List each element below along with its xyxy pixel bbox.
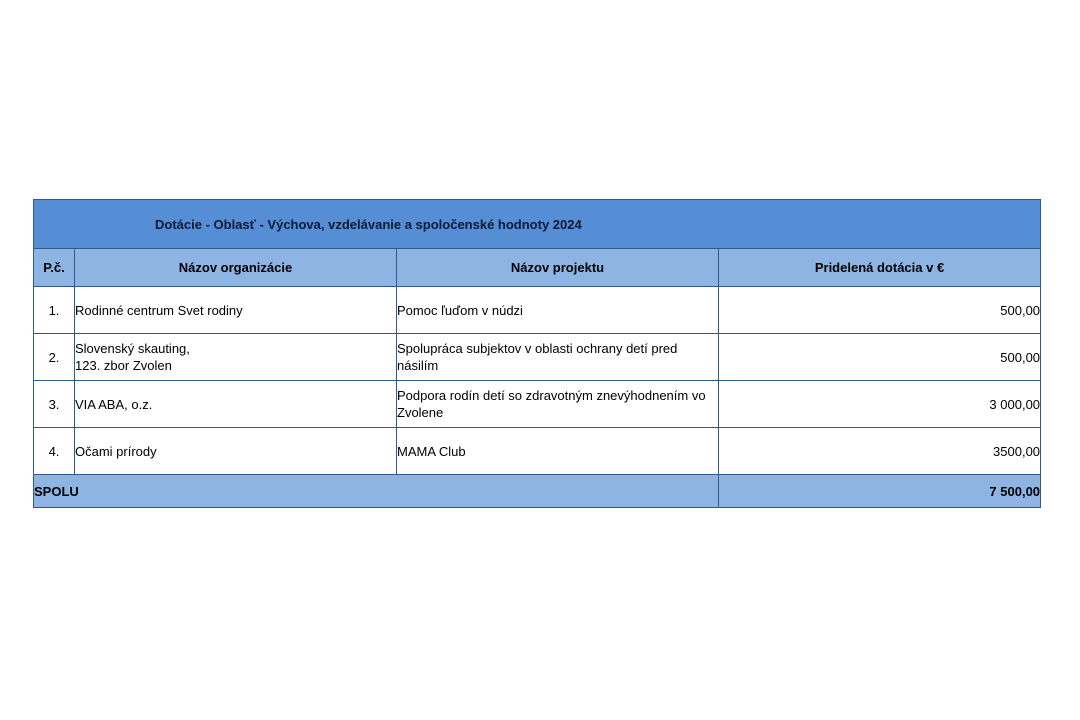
project-line: Zvolene <box>397 405 444 420</box>
header-amount: Pridelená dotácia v € <box>719 249 1041 287</box>
total-amount: 7 500,00 <box>719 475 1041 508</box>
organization-cell <box>75 381 397 428</box>
header-project: Názov projektu <box>397 249 719 287</box>
project-cell <box>397 334 719 381</box>
organization-cell <box>75 334 397 381</box>
amount-cell: 500,00 <box>719 334 1041 381</box>
organization-line: VIA ABA, o.z. <box>75 396 153 412</box>
table-row <box>34 381 1041 428</box>
organization-cell <box>75 428 397 475</box>
project-cell <box>397 428 719 475</box>
organization-line: 123. zbor Zvolen <box>75 358 172 373</box>
row-number: 1. <box>34 287 75 334</box>
project-line: Spolupráca subjektov v oblasti ochrany detí pred násilím <box>397 341 678 373</box>
row-number: 2. <box>34 334 75 381</box>
project-cell <box>397 287 719 334</box>
table-title: Dotácie - Oblasť - Výchova, vzdelávanie a spoločenské hodnoty 2024 <box>34 200 1041 249</box>
project-line: Podpora rodín detí so zdravotným znevýhodnením vo <box>397 388 706 403</box>
title-row <box>34 200 1041 249</box>
total-row <box>34 475 1041 508</box>
table-row <box>34 287 1041 334</box>
organization-cell <box>75 287 397 334</box>
total-label: SPOLU <box>34 475 719 508</box>
organization-line: Slovenský skauting, <box>75 341 190 356</box>
organization-line: Očami prírody <box>75 443 157 459</box>
organization-line: Rodinné centrum Svet rodiny <box>75 302 243 318</box>
project-cell <box>397 381 719 428</box>
header-organization: Názov organizácie <box>75 249 397 287</box>
project-line: Pomoc ľuďom v núdzi <box>397 302 523 318</box>
amount-cell: 3 000,00 <box>719 381 1041 428</box>
project-line: MAMA Club <box>397 443 466 459</box>
row-number: 3. <box>34 381 75 428</box>
header-row <box>34 249 1041 287</box>
table-row <box>34 428 1041 475</box>
amount-cell: 3500,00 <box>719 428 1041 475</box>
table-row <box>34 334 1041 381</box>
amount-cell: 500,00 <box>719 287 1041 334</box>
header-num: P.č. <box>34 249 75 287</box>
row-number: 4. <box>34 428 75 475</box>
grant-table <box>33 199 1041 508</box>
